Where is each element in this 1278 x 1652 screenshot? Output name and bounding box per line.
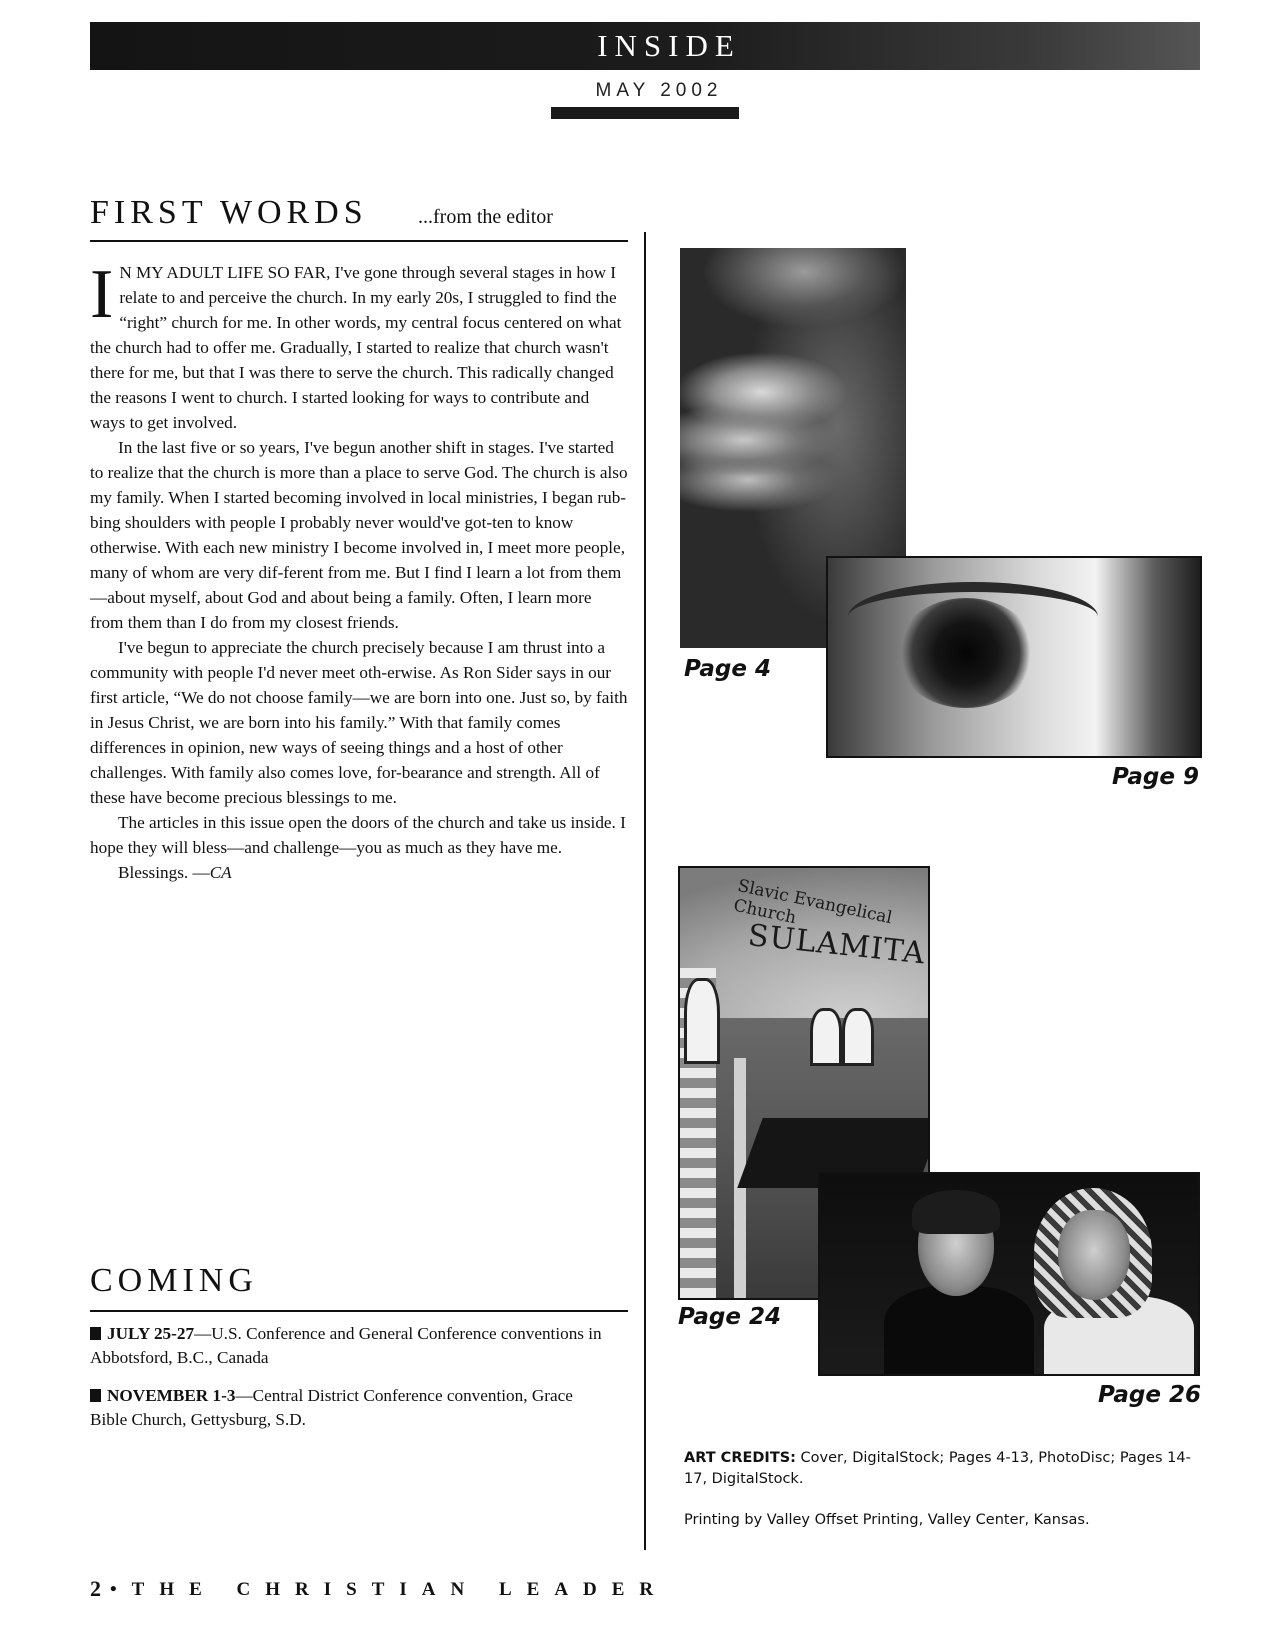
issue-date: MAY 2002 [595,80,723,101]
page-label-9: Page 9 [1112,764,1199,790]
church-sign-text: Slavic Evangelical Church [731,876,894,929]
coming-heading: COMING [90,1262,258,1299]
printing-credit: Printing by Valley Offset Printing, Valley Center, Kansas. [684,1512,1090,1528]
event-date: JULY 25-27 [107,1324,195,1343]
arched-window [684,978,720,1064]
bullet-square-icon [90,1327,101,1340]
article-paragraph [90,256,628,435]
closing-text: Blessings. — [118,863,210,882]
eye-photo [826,556,1202,758]
event-text: —U.S. Conference and General Conference conventions in Abbotsford, B.C., Canada [90,1324,602,1367]
page-number: 2 [90,1576,101,1601]
art-credits-label: ART CREDITS: [684,1450,796,1466]
art-credits [684,1448,1198,1490]
publication-title: THE CHRISTIAN LEADER [131,1579,669,1600]
person-hair [912,1190,1000,1234]
page-label-26: Page 26 [1098,1382,1201,1408]
people-photo [818,1172,1200,1376]
bullet-square-icon [90,1389,101,1402]
event-item [90,1384,610,1432]
editor-signature: CA [209,863,232,882]
editor-article [90,256,628,885]
arched-window [810,1008,842,1066]
person-face [1058,1210,1130,1300]
article-paragraph: In the last five or so years, I've begun another shift in stages. I've started to realize that the church is more than a place to serve God. The church is also my family. When I started becoming involved in local ministries, I began rub-bing shoulders with people I probably never would've got-ten to know otherwise. With each new ministry I become involved in, I meet more people, many of whom are very dif-ferent from me. But I find I learn a lot from them—about myself, about God and about being a family. Often, I learn more from them than I do from my closest friends. [90,438,628,632]
church-name-text: SULAMITA [746,918,928,972]
article-paragraph: I've begun to appreciate the church precisely because I am thrust into a community with people I'd never meet oth-erwise. As Ron Sider says in our first article, “We do not choose family—we are born into one. Just so, by faith in Jesus Christ, we are born into his family.” With that family comes differences in opinion, new ways of seeing things and a host of other challenges. With family also comes love, for-bearance and strength. All of these have become precious blessings to me. [90,638,628,807]
heading-rule [90,240,628,242]
event-item [90,1322,610,1370]
heading-rule [90,1310,628,1312]
article-paragraph: The articles in this issue open the doors of the church and take us inside. I hope they will bless—and challenge—you as much as they have me. [90,813,626,857]
publication-name [110,1579,668,1601]
date-underline [551,107,739,119]
page-label-4: Page 4 [684,656,771,682]
section-title: INSIDE [597,28,741,63]
footer-bullet: • [110,1579,132,1600]
first-words-subtitle: ...from the editor [418,206,553,228]
first-words-heading: FIRST WORDS [90,194,368,231]
paragraph-text: N MY ADULT LIFE SO FAR, I've gone through several stages in how I relate to and perceive the church. In my early 20s, I struggled to find the “right” church for me. In other words, my central focus centered on what the church had to offer me. Gradually, I started to realize that church wasn't there for me, but that I was there to serve the church. This radically changed the reasons I went to church. I started looking for ways to contribute and ways to get involved. [90,263,622,432]
person-body [884,1286,1034,1376]
page-label-24: Page 24 [678,1304,781,1330]
event-date: NOVEMBER 1-3 [107,1386,236,1405]
iris-shape [896,598,1036,708]
article-closing [90,860,628,885]
drop-cap: I [90,256,114,333]
art-credits-text: Cover, DigitalStock; Pages 4-13, PhotoDisc; Pages 14-17, DigitalStock. [684,1450,1191,1487]
arched-window [842,1008,874,1066]
column-divider [644,232,646,1550]
event-text: —Central District Conference convention, Grace Bible Church, Gettysburg, S.D. [90,1386,573,1429]
